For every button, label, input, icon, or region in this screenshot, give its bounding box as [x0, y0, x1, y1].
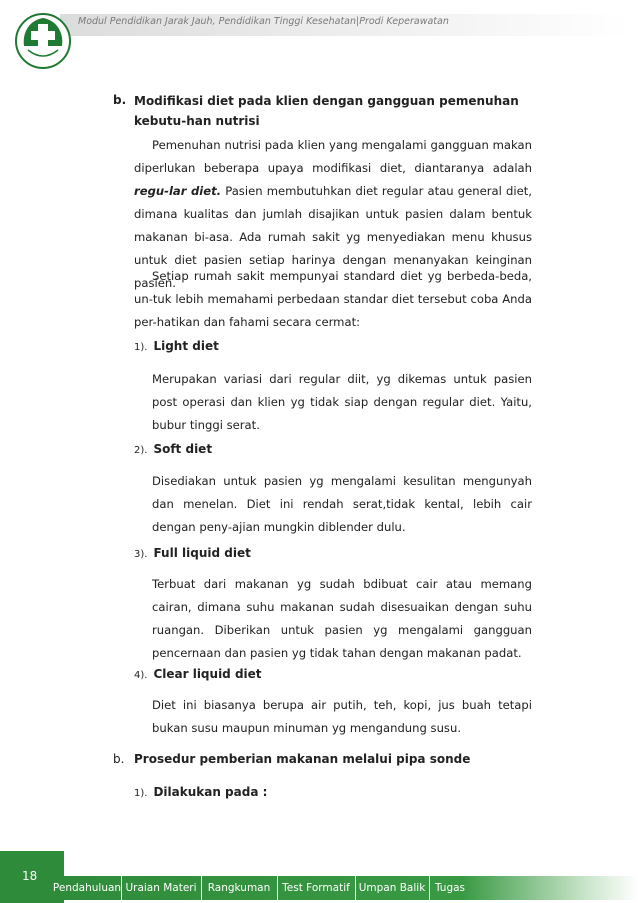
paragraph-text: Pemenuhan nutrisi pada klien yang mengalami gangguan makan diperlukan beberapa upaya modifikasi diet, diantaranya adalah: [134, 138, 532, 175]
item-title: Light diet: [153, 339, 219, 353]
item-description: Merupakan variasi dari regular diit, yg dikemas untuk pasien post operasi dan klien yg tidak siap dengan regular diet. Yaitu, bubur tinggi serat.: [152, 372, 532, 432]
item-number: 4).: [134, 670, 148, 681]
item-number: 2).: [134, 445, 148, 456]
nav-tugas[interactable]: Tugas: [434, 882, 466, 894]
item-description: Disediakan untuk pasien yg mengalami kesulitan mengunyah dan menelan. Diet ini rendah serat,tidak kental, lebih cair dengan peny-ajian mungkin diblender dulu.: [152, 474, 532, 534]
section-marker: b.: [113, 752, 125, 766]
nav-uraian-materi[interactable]: Uraian Materi: [125, 882, 197, 894]
page-number: 18: [22, 869, 38, 883]
list-item-soft-diet: [134, 442, 212, 456]
section-title: [134, 752, 470, 766]
list-item-full-liquid-diet: [134, 546, 251, 560]
item-number: 1).: [134, 342, 148, 353]
section-marker: b.: [113, 93, 127, 107]
nav-test-formatif[interactable]: Test Formatif: [282, 882, 350, 894]
item-title: Clear liquid diet: [153, 667, 262, 681]
list-item-clear-liquid-diet: [134, 667, 262, 681]
item-number: 3).: [134, 549, 148, 560]
nav-umpan-balik[interactable]: Umpan Balik: [358, 882, 426, 894]
section-title-text: Prosedur pemberian makanan melalui pipa sonde: [134, 752, 471, 766]
paragraph-text: Pasien membutuhkan diet regular atau general diet, dimana kualitas dan jumlah disajikan untuk pasien dalam bentuk makanan bi-asa. Ada rumah sakit yg menyediakan menu khusus untuk diet pasien setiap harinya dengan menanyakan keinginan pasien.: [134, 184, 532, 290]
bakti-husada-logo-icon: [14, 10, 72, 72]
nav-rangkuman[interactable]: Rangkuman: [207, 882, 271, 894]
list-item-dilakukan-pada: [134, 785, 267, 799]
nav-pendahuluan[interactable]: Pendahuluan: [52, 882, 122, 894]
item-number: 1).: [134, 788, 148, 799]
item-description: Terbuat dari makanan yg sudah bdibuat cair atau memang cairan, dimana suhu makanan sudah disesuaikan dengan suhu ruangan. Diberikan untuk pasien yg mengalami gangguan pencernaan dan pasien yg tidak tahan dengan makanan padat.: [152, 577, 532, 660]
item-title: Soft diet: [153, 442, 213, 456]
item-description: Diet ini biasanya berupa air putih, teh, kopi, jus buah tetapi bukan susu maupun minuman yg mengandung susu.: [152, 698, 532, 735]
term-regular-diet: regu-lar diet.: [134, 184, 222, 198]
section-title: Modifikasi diet pada klien dengan gangguan pemenuhan kebutu-han nutrisi: [134, 94, 519, 128]
item-title: Dilakukan pada :: [153, 785, 268, 799]
header-title: Modul Pendidikan Jarak Jauh, Pendidikan Tinggi Kesehatan|Prodi Keperawatan: [78, 16, 449, 27]
list-item-light-diet: [134, 339, 219, 353]
paragraph-standard-diet: Setiap rumah sakit mempunyai standard diet yg berbeda-beda, un-tuk lebih memahami perbedaan standar diet tersebut coba Anda per-hatikan dan fahami secara cermat:: [134, 269, 532, 329]
item-title: Full liquid diet: [153, 546, 251, 560]
